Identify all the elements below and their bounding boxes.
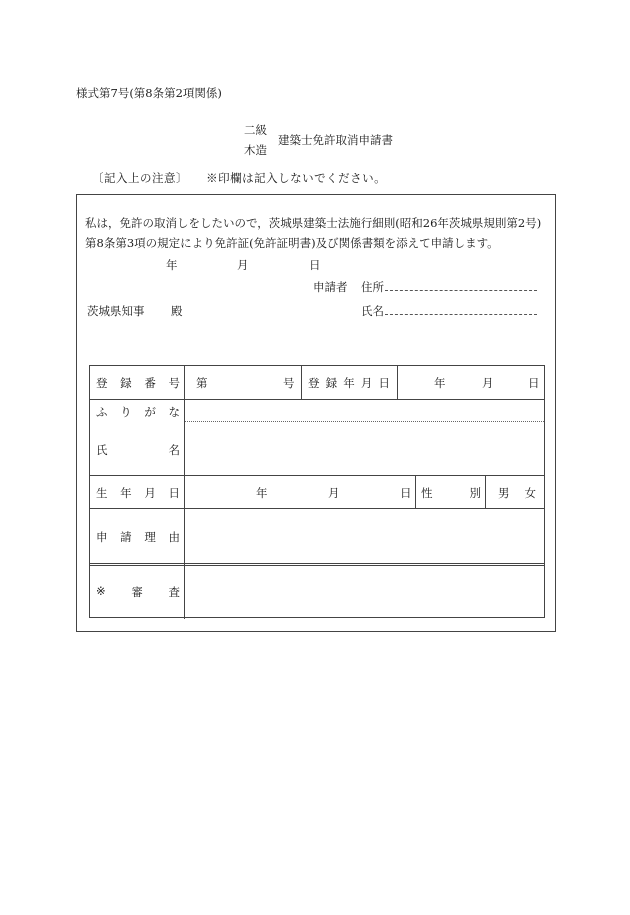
- reg-date-day: 日: [528, 376, 540, 390]
- row-divider: [90, 563, 544, 564]
- honorific: 殿: [171, 304, 183, 318]
- license-grade-top: 二級: [244, 123, 267, 137]
- license-grade-bottom: 木造: [244, 143, 267, 157]
- review-label: ※ 審 査: [96, 584, 180, 599]
- application-frame: [76, 194, 556, 632]
- furigana-dotted-divider: [184, 421, 544, 422]
- column-divider: [415, 475, 416, 508]
- birth-month: 月: [328, 486, 340, 500]
- column-divider: [301, 366, 302, 399]
- birth-year: 年: [256, 486, 268, 500]
- address-underline: [385, 280, 537, 291]
- gender-male: 男: [498, 486, 510, 500]
- reg-number-label: 登 録 番 号: [96, 376, 180, 390]
- document-title: 建築士免許取消申請書: [278, 133, 393, 147]
- name-field[interactable]: [361, 303, 537, 319]
- form-reference: 様式第7号(第8条第2項関係): [76, 86, 222, 100]
- entry-notice: [92, 170, 386, 186]
- birth-day: 日: [400, 486, 412, 500]
- gender-label: 性 別: [421, 486, 481, 500]
- row-divider: [90, 508, 544, 509]
- column-divider: [485, 475, 486, 508]
- date-year-label: 年: [166, 258, 178, 272]
- furigana-label: ふ り が な: [96, 405, 180, 419]
- reg-date-label: 登 録 年 月 日: [308, 376, 390, 390]
- notice-text: ※印欄は記入しないでください。: [206, 171, 387, 185]
- applicant-label: 申請者: [313, 280, 348, 294]
- date-month-label: 月: [237, 258, 249, 272]
- address-field[interactable]: [361, 279, 537, 295]
- gender-female: 女: [524, 486, 536, 500]
- application-statement: 私は，免許の取消しをしたいので，茨城県建築士法施行細則(昭和26年茨城県規則第2号)第8条第3項の規定により免許証(免許証明書)及び関係書類を添えて申請します。: [85, 216, 542, 250]
- reg-number-suffix: 号: [283, 376, 295, 390]
- addressee: 茨城県知事: [87, 304, 145, 318]
- name-row-label: 氏 名: [96, 443, 180, 457]
- gender-options: [498, 485, 536, 501]
- birth-date-label: 生 年 月 日: [96, 486, 180, 500]
- reason-label: 申 請 理 由: [96, 530, 180, 544]
- reg-date-month: 月: [482, 376, 494, 390]
- row-divider-double: [90, 565, 544, 566]
- name-underline: [385, 304, 537, 315]
- row-divider: [90, 399, 544, 400]
- reg-date-year: 年: [434, 376, 446, 390]
- name-label: 氏名: [361, 304, 384, 318]
- address-label: 住所: [361, 280, 384, 294]
- label-column-divider: [184, 366, 185, 619]
- date-day-label: 日: [309, 258, 321, 272]
- application-form-table: [89, 365, 545, 618]
- column-divider: [397, 366, 398, 399]
- notice-label: 〔記入上の注意〕: [92, 171, 188, 185]
- reg-number-prefix: 第: [196, 376, 208, 390]
- row-divider: [90, 475, 544, 476]
